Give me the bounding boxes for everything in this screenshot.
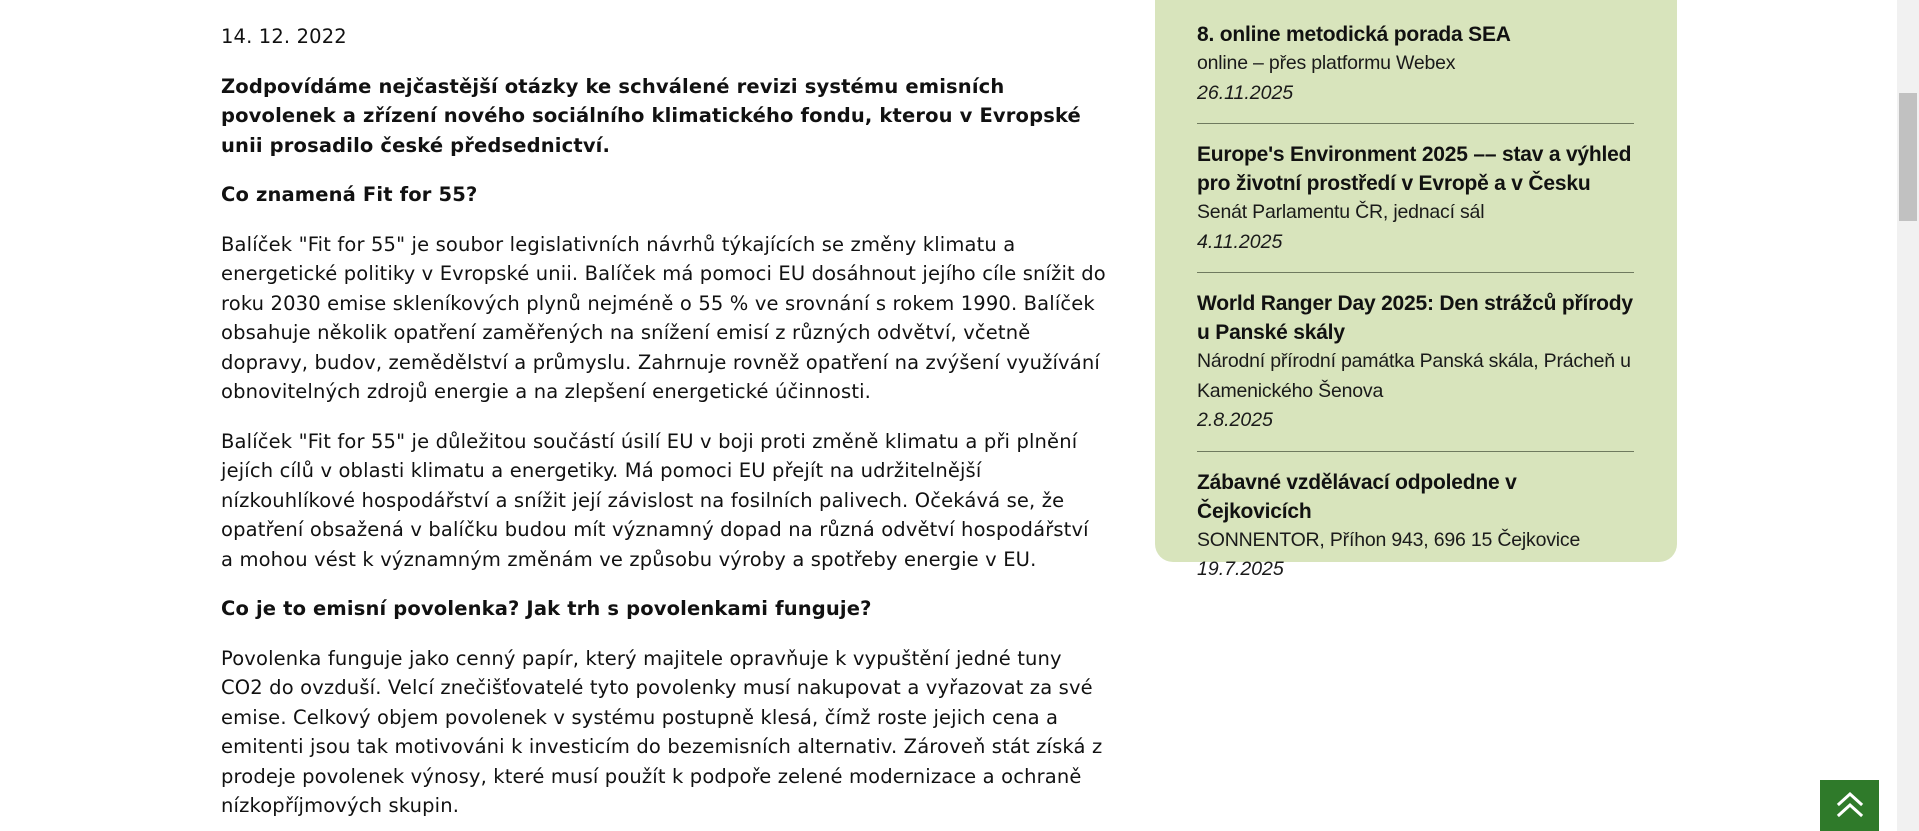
event-date: 26.11.2025: [1197, 81, 1294, 104]
article-lead: Zodpovídáme nejčastější otázky ke schválené revizi systému emisních povolenek a zřízení nového sociálního klimatického fondu, kterou v Evropské unii prosadilo české předsednictví.: [221, 74, 1081, 157]
event-item: [1197, 468, 1634, 600]
event-title-link[interactable]: Europe's Environment 2025 –– stav a výhled pro životní prostředí v Evropě a v Česku: [1197, 143, 1632, 195]
event-place: SONNENTOR, Příhon 943, 696 15 Čejkovice: [1197, 528, 1581, 551]
article-paragraph: Balíček "Fit for 55" je soubor legislativních návrhů týkajících se změny klimatu a energetické politiky v Evropské unii. Balíček má pomoci EU dosáhnout jejího cíle snížit do roku 2030 emise skleníkových plynů nejméně o 55 % ve srovnání s rokem 1990. Balíček obsahuje několik opatření zaměřených na snížení emisí z různých odvětví, včetně dopravy, budov, zemědělství a průmyslu. Zahrnuje rovněž opatření na zvýšení využívání obnovitelných zdrojů energie a na zlepšení energetické účinnosti.: [221, 232, 1106, 403]
back-to-top-button[interactable]: [1820, 780, 1879, 831]
event-date: 2.8.2025: [1197, 409, 1273, 431]
scrollbar-thumb[interactable]: [1899, 93, 1917, 221]
article-date: 14. 12. 2022: [221, 25, 347, 48]
section-heading-emission-allowance: Co je to emisní povolenka? Jak trh s povolenkami funguje?: [221, 597, 872, 620]
event-title-link[interactable]: World Ranger Day 2025: Den strážců přírody u Panské skály: [1197, 292, 1633, 344]
article-paragraph: Povolenka funguje jako cenný papír, který majitele opravňuje k vypuštění jedné tuny CO2 do ovzduší. Velcí znečišťovatelé tyto povolenky musí nakupovat a vyřazovat za své emise. Celkový objem povolenek v systému postupně klesá, čímž roste jejich cena a emitenti jsou tak motivováni k investicím do bezemisních alternativ. Zároveň stát získá z prodeje povolenek výnosy, které musí použít k podpoře zelené modernizace a ochraně nízkopříjmových skupin.: [221, 646, 1103, 817]
event-item: [1197, 289, 1634, 452]
vertical-scrollbar[interactable]: [1897, 0, 1919, 831]
event-title-link[interactable]: 8. online metodická porada SEA: [1197, 23, 1511, 46]
double-chevron-up-icon: [1835, 789, 1865, 823]
event-title-link[interactable]: Zábavné vzdělávací odpoledne v Čejkovicích: [1197, 470, 1517, 523]
article: [221, 22, 1106, 831]
events-list: [1197, 20, 1634, 616]
event-place: online – přes platformu Webex: [1197, 52, 1456, 74]
section-heading-fit-for-55: Co znamená Fit for 55?: [221, 183, 478, 206]
event-item: [1197, 20, 1634, 124]
events-sidebar: [1155, 0, 1677, 580]
event-place: Národní přírodní památka Panská skála, Prácheň u Kamenického Šenova: [1197, 350, 1631, 402]
event-date: 4.11.2025: [1197, 230, 1283, 253]
event-date: 19.7.2025: [1197, 558, 1284, 580]
event-item: [1197, 140, 1634, 273]
article-paragraph: Balíček "Fit for 55" je důležitou součástí úsilí EU v boji proti změně klimatu a při plnění jejích cílů v oblasti klimatu a energetiky. Má pomoci EU přejít na udržitelnější nízkouhlíkové hospodářství a snížit její závislost na fosilních palivech. Očekává se, že opatření obsažená v balíčku budou mít významný dopad na různá odvětví hospodářství a mohou vést k významným změnám ve způsobu výroby a spotřeby energie v EU.: [221, 429, 1089, 571]
event-place: Senát Parlamentu ČR, jednací sál: [1197, 201, 1485, 223]
